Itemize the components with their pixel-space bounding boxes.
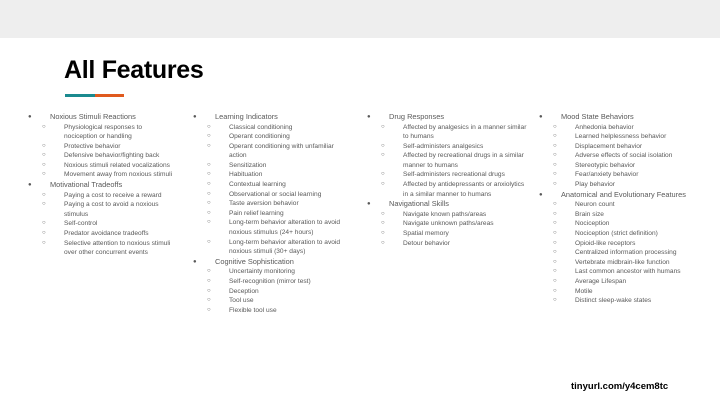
- feature-item: [539, 180, 704, 190]
- features-column-3: [367, 112, 527, 248]
- feature-item-label: Stereotypic behavior: [575, 161, 636, 169]
- bullet-circle-icon: ○: [553, 201, 557, 208]
- feature-category: [28, 180, 176, 191]
- feature-item-label: Affected by analgesics in a manner similar to humans: [403, 123, 527, 141]
- feature-item-label: Protective behavior: [64, 142, 121, 150]
- bullet-circle-icon: ○: [553, 181, 557, 188]
- feature-item-label: Learned helplessness behavior: [575, 133, 667, 141]
- bullet-circle-icon: ○: [381, 171, 385, 178]
- bullet-circle-icon: ○: [553, 171, 557, 178]
- bullet-circle-icon: ○: [207, 200, 211, 207]
- feature-item-label: Self-control: [64, 220, 98, 228]
- bullet-circle-icon: ○: [207, 161, 211, 168]
- feature-item: [193, 199, 353, 209]
- category-heading: Cognitive Sophistication: [215, 256, 294, 266]
- feature-item-label: Defensive behavior/fighting back: [64, 152, 160, 160]
- bullet-circle-icon: ○: [207, 287, 211, 294]
- bullet-circle-icon: ○: [553, 220, 557, 227]
- feature-item-label: Average Lifespan: [575, 277, 627, 285]
- feature-item: [539, 248, 704, 258]
- feature-item-label: Distinct sleep-wake states: [575, 297, 652, 305]
- bullet-dot-icon: ●: [367, 114, 371, 120]
- bullet-dot-icon: ●: [28, 114, 32, 120]
- feature-item: [28, 219, 176, 229]
- feature-item-label: Habituation: [229, 171, 263, 179]
- feature-item: [539, 170, 704, 180]
- bullet-circle-icon: ○: [381, 142, 385, 149]
- slide-title: All Features: [64, 56, 204, 84]
- bullet-circle-icon: ○: [42, 220, 46, 227]
- feature-item-label: Paying a cost to avoid a noxious stimulus: [64, 201, 159, 218]
- tinyurl-link[interactable]: tinyurl.com/y4cem8tc: [571, 381, 669, 392]
- feature-item: [539, 210, 704, 220]
- bullet-circle-icon: ○: [207, 181, 211, 188]
- feature-item: [193, 238, 353, 257]
- bullet-circle-icon: ○: [207, 277, 211, 284]
- feature-item-label: Contextual learning: [229, 181, 286, 189]
- feature-item-label: Self-recognition (mirror test): [229, 277, 311, 285]
- feature-item-label: Neuron count: [575, 201, 615, 209]
- feature-item: [539, 200, 704, 210]
- feature-item: [193, 123, 353, 133]
- feature-item: [193, 287, 353, 297]
- bullet-circle-icon: ○: [207, 123, 211, 130]
- title-accent-teal: [65, 94, 95, 97]
- feature-item: [28, 161, 176, 171]
- feature-item-label: Self-administers analgesics: [403, 142, 484, 150]
- category-heading: Mood State Behaviors: [561, 112, 634, 121]
- feature-item: [367, 123, 527, 142]
- feature-item: [367, 210, 527, 220]
- bullet-circle-icon: ○: [381, 123, 385, 130]
- bullet-circle-icon: ○: [42, 152, 46, 159]
- feature-category: [539, 112, 704, 123]
- bullet-dot-icon: ●: [193, 114, 197, 120]
- bullet-circle-icon: ○: [207, 306, 211, 313]
- feature-item: [28, 151, 176, 161]
- category-heading: Navigational Skills: [389, 199, 449, 209]
- feature-list: [28, 112, 176, 258]
- category-heading: Drug Responses: [389, 112, 445, 121]
- bullet-dot-icon: ●: [28, 182, 32, 189]
- feature-category: [28, 112, 176, 123]
- category-heading: Anatomical and Evolutionary Features: [561, 189, 686, 199]
- feature-item: [193, 161, 353, 171]
- feature-item-label: Selective attention to noxious stimuli over other concurrent events: [64, 239, 171, 257]
- feature-item-label: Play behavior: [575, 181, 615, 189]
- feature-item-label: Movement away from noxious stimuli: [64, 171, 173, 179]
- feature-category: [193, 112, 353, 123]
- feature-item-label: Last common ancestor with humans: [575, 268, 681, 276]
- bullet-circle-icon: ○: [553, 258, 557, 265]
- feature-item: [193, 277, 353, 287]
- feature-category: [193, 257, 353, 268]
- feature-item: [539, 161, 704, 171]
- bullet-circle-icon: ○: [553, 297, 557, 304]
- bullet-circle-icon: ○: [42, 229, 46, 236]
- feature-item: [539, 123, 704, 133]
- bullet-circle-icon: ○: [42, 239, 46, 246]
- feature-item-label: Spatial memory: [403, 229, 449, 237]
- bullet-dot-icon: ●: [367, 201, 371, 208]
- feature-item-label: Brain size: [575, 210, 604, 218]
- bullet-circle-icon: ○: [207, 297, 211, 304]
- bullet-circle-icon: ○: [207, 268, 211, 275]
- bullet-circle-icon: ○: [381, 152, 385, 159]
- features-column-1: [28, 112, 176, 258]
- feature-item: [28, 170, 176, 180]
- bullet-circle-icon: ○: [207, 142, 211, 149]
- bullet-dot-icon: ●: [193, 258, 197, 265]
- feature-item: [193, 209, 353, 219]
- feature-item: [539, 142, 704, 152]
- bullet-circle-icon: ○: [207, 238, 211, 245]
- feature-item-label: Long-term behavior alteration to avoid noxious stimulus (24+ hours): [229, 219, 341, 237]
- bullet-circle-icon: ○: [553, 277, 557, 284]
- features-column-2: [193, 112, 353, 315]
- bullet-circle-icon: ○: [207, 209, 211, 216]
- bullet-circle-icon: ○: [553, 142, 557, 149]
- feature-item-label: Deception: [229, 287, 259, 295]
- feature-item: [539, 229, 704, 239]
- bullet-circle-icon: ○: [553, 152, 557, 159]
- category-heading: Noxious Stimuli Reactions: [50, 112, 136, 121]
- feature-item: [539, 151, 704, 161]
- feature-item: [539, 219, 704, 229]
- bullet-circle-icon: ○: [381, 229, 385, 236]
- feature-category: [367, 112, 527, 123]
- feature-item-label: Displacement behavior: [575, 142, 643, 150]
- bullet-circle-icon: ○: [42, 171, 46, 178]
- feature-item-label: Long-term behavior alteration to avoid noxious stimuli (30+ days): [229, 238, 341, 256]
- feature-item-label: Physiological responses to nociception or handling: [64, 123, 143, 141]
- feature-item-label: Vertebrate midbrain-like function: [575, 258, 670, 266]
- bullet-dot-icon: ●: [539, 114, 543, 120]
- feature-item: [539, 296, 704, 306]
- feature-item-label: Affected by antidepressants or anxiolytics in a similar manner to humans: [403, 181, 525, 198]
- title-accent-orange: [95, 94, 124, 97]
- feature-item: [539, 277, 704, 287]
- feature-item-label: Opioid-like receptors: [575, 239, 636, 247]
- features-column-4: [539, 112, 704, 306]
- bullet-circle-icon: ○: [381, 181, 385, 188]
- bullet-circle-icon: ○: [42, 123, 46, 130]
- feature-category: [539, 190, 704, 201]
- bullet-circle-icon: ○: [553, 229, 557, 236]
- bullet-circle-icon: ○: [207, 171, 211, 178]
- bullet-circle-icon: ○: [207, 190, 211, 197]
- bullet-circle-icon: ○: [381, 210, 385, 217]
- feature-item-label: Self-administers recreational drugs: [403, 171, 505, 179]
- feature-item: [367, 170, 527, 180]
- feature-item: [539, 239, 704, 249]
- feature-item: [28, 142, 176, 152]
- feature-item: [28, 229, 176, 239]
- feature-item: [193, 306, 353, 316]
- category-heading: Learning Indicators: [215, 112, 278, 121]
- feature-item-label: Taste aversion behavior: [229, 200, 299, 208]
- bullet-circle-icon: ○: [381, 239, 385, 246]
- category-heading: Motivational Tradeoffs: [50, 180, 123, 190]
- feature-list: [539, 112, 704, 306]
- bullet-circle-icon: ○: [42, 201, 46, 208]
- feature-item: [193, 170, 353, 180]
- feature-item: [28, 191, 176, 201]
- bullet-circle-icon: ○: [553, 287, 557, 294]
- feature-item-label: Operant conditioning: [229, 133, 290, 141]
- header-band: [0, 0, 720, 38]
- feature-item-label: Pain relief learning: [229, 209, 284, 217]
- feature-item: [539, 267, 704, 277]
- feature-item: [193, 267, 353, 277]
- feature-item-label: Motile: [575, 287, 593, 295]
- feature-item: [193, 180, 353, 190]
- feature-item: [367, 229, 527, 239]
- feature-item: [539, 287, 704, 297]
- feature-item: [367, 219, 527, 229]
- bullet-circle-icon: ○: [553, 210, 557, 217]
- bullet-circle-icon: ○: [42, 191, 46, 198]
- feature-list: [193, 112, 353, 315]
- feature-item: [367, 180, 527, 199]
- feature-item: [28, 239, 176, 258]
- bullet-circle-icon: ○: [381, 220, 385, 227]
- feature-item-label: Navigate known paths/areas: [403, 210, 487, 218]
- bullet-circle-icon: ○: [42, 142, 46, 149]
- feature-category: [367, 199, 527, 210]
- feature-item-label: Adverse effects of social isolation: [575, 152, 673, 160]
- feature-item-label: Observational or social learning: [229, 190, 322, 198]
- feature-item: [539, 258, 704, 268]
- bullet-circle-icon: ○: [553, 239, 557, 246]
- feature-item-label: Anhedonia behavior: [575, 123, 634, 131]
- feature-item: [28, 123, 176, 142]
- feature-item: [28, 200, 176, 219]
- feature-item-label: Centralized information processing: [575, 249, 677, 257]
- feature-item: [367, 239, 527, 249]
- feature-item-label: Sensitization: [229, 161, 267, 169]
- bullet-circle-icon: ○: [42, 161, 46, 168]
- feature-item-label: Navigate unknown paths/areas: [403, 220, 494, 228]
- feature-item-label: Detour behavior: [403, 239, 450, 247]
- bullet-circle-icon: ○: [553, 249, 557, 256]
- feature-item-label: Fear/anxiety behavior: [575, 171, 639, 179]
- bullet-circle-icon: ○: [553, 123, 557, 130]
- bullet-dot-icon: ●: [539, 191, 543, 198]
- feature-item-label: Paying a cost to receive a reward: [64, 191, 162, 199]
- feature-item: [193, 132, 353, 142]
- feature-item-label: Affected by recreational drugs in a similar manner to humans: [403, 152, 524, 169]
- feature-item: [193, 190, 353, 200]
- bullet-circle-icon: ○: [207, 133, 211, 140]
- bullet-circle-icon: ○: [553, 268, 557, 275]
- feature-item-label: Classical conditioning: [229, 123, 293, 131]
- feature-item-label: Tool use: [229, 297, 254, 305]
- feature-item: [193, 142, 353, 161]
- feature-item: [367, 142, 527, 152]
- bullet-circle-icon: ○: [207, 219, 211, 226]
- feature-list: [367, 112, 527, 248]
- bullet-circle-icon: ○: [553, 161, 557, 168]
- feature-item-label: Flexible tool use: [229, 306, 277, 314]
- feature-item-label: Uncertainty monitoring: [229, 268, 295, 276]
- feature-item-label: Operant conditioning with unfamiliar action: [229, 142, 334, 160]
- feature-item-label: Predator avoidance tradeoffs: [64, 229, 149, 237]
- feature-item: [367, 151, 527, 170]
- feature-item-label: Nociception (strict definition): [575, 229, 658, 237]
- feature-item: [539, 132, 704, 142]
- bullet-circle-icon: ○: [553, 133, 557, 140]
- feature-item-label: Noxious stimuli related vocalizations: [64, 161, 170, 169]
- feature-item-label: Nociception: [575, 220, 610, 228]
- feature-item: [193, 218, 353, 237]
- feature-item: [193, 296, 353, 306]
